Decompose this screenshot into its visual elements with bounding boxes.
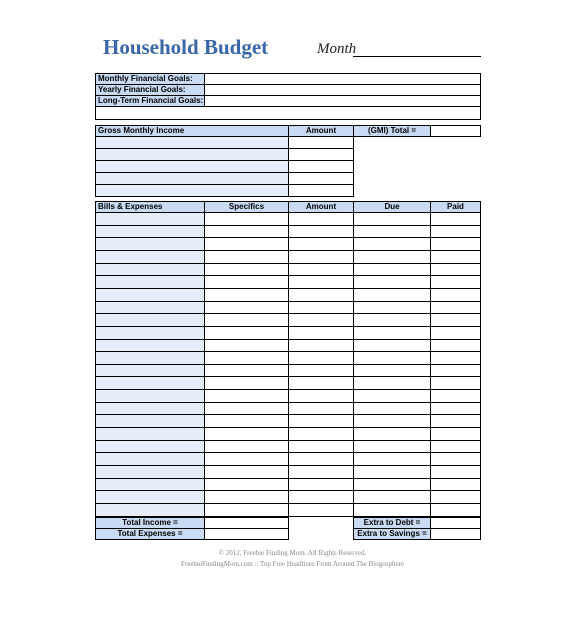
bill-name-cell[interactable] (95, 452, 205, 466)
goals-notes-field[interactable] (95, 106, 481, 120)
amount-cell[interactable] (288, 237, 354, 251)
longterm-goals-label: Long-Term Financial Goals: (95, 95, 205, 107)
specifics-cell[interactable] (204, 275, 289, 289)
paid-cell[interactable] (430, 452, 481, 466)
paid-cell[interactable] (430, 465, 481, 479)
due-cell[interactable] (353, 212, 431, 226)
bill-name-cell[interactable] (95, 275, 205, 289)
amount-cell[interactable] (288, 275, 354, 289)
paid-cell[interactable] (430, 427, 481, 441)
bill-name-cell[interactable] (95, 376, 205, 390)
amount-cell[interactable] (288, 212, 354, 226)
bill-name-cell[interactable] (95, 414, 205, 428)
specifics-cell[interactable] (204, 326, 289, 340)
total-expenses-field[interactable] (204, 528, 289, 540)
specifics-cell[interactable] (204, 212, 289, 226)
extra-debt-label: Extra to Debt = (353, 517, 431, 529)
bill-name-cell[interactable] (95, 288, 205, 302)
specifics-cell[interactable] (204, 490, 289, 504)
specifics-cell[interactable] (204, 376, 289, 390)
bill-name-cell[interactable] (95, 427, 205, 441)
bill-name-cell[interactable] (95, 490, 205, 504)
due-cell[interactable] (353, 490, 431, 504)
paid-cell[interactable] (430, 376, 481, 390)
paid-cell[interactable] (430, 351, 481, 365)
due-cell[interactable] (353, 465, 431, 479)
gmi-total-label: (GMI) Total = (353, 125, 431, 137)
due-cell[interactable] (353, 389, 431, 403)
specifics-cell[interactable] (204, 465, 289, 479)
due-cell[interactable] (353, 275, 431, 289)
due-cell[interactable] (353, 237, 431, 251)
amount-cell[interactable] (288, 414, 354, 428)
extra-savings-label: Extra to Savings = (353, 528, 431, 540)
bill-name-cell[interactable] (95, 326, 205, 340)
due-cell[interactable] (353, 313, 431, 327)
bill-name-cell[interactable] (95, 313, 205, 327)
specifics-cell[interactable] (204, 503, 289, 517)
specifics-cell[interactable] (204, 427, 289, 441)
month-input-line[interactable] (353, 56, 481, 57)
extra-savings-field[interactable] (430, 528, 481, 540)
paid-header: Paid (430, 201, 481, 213)
footer-tagline: FreebieFindingMom.com :: Top Free Headlines From Around The Blogosphere (180, 560, 405, 568)
income-header: Gross Monthly Income (95, 125, 289, 137)
paid-cell[interactable] (430, 250, 481, 264)
specifics-cell[interactable] (204, 250, 289, 264)
due-cell[interactable] (353, 452, 431, 466)
due-cell[interactable] (353, 351, 431, 365)
specifics-cell[interactable] (204, 313, 289, 327)
amount-cell[interactable] (288, 250, 354, 264)
paid-cell[interactable] (430, 490, 481, 504)
due-cell[interactable] (353, 326, 431, 340)
due-cell[interactable] (353, 414, 431, 428)
bill-name-cell[interactable] (95, 351, 205, 365)
due-cell[interactable] (353, 427, 431, 441)
paid-cell[interactable] (430, 389, 481, 403)
paid-cell[interactable] (430, 275, 481, 289)
due-cell[interactable] (353, 250, 431, 264)
amount-cell[interactable] (288, 313, 354, 327)
yearly-goals-label: Yearly Financial Goals: (95, 84, 205, 96)
paid-cell[interactable] (430, 313, 481, 327)
bill-name-cell[interactable] (95, 237, 205, 251)
income-amount-cell[interactable] (288, 184, 354, 197)
amount-cell[interactable] (288, 376, 354, 390)
specifics-cell[interactable] (204, 389, 289, 403)
amount-cell[interactable] (288, 288, 354, 302)
due-header: Due (353, 201, 431, 213)
gmi-total-field[interactable] (430, 125, 481, 137)
income-source-cell[interactable] (95, 184, 289, 197)
paid-cell[interactable] (430, 414, 481, 428)
specifics-cell[interactable] (204, 414, 289, 428)
month-label: Month (317, 41, 357, 57)
amount-header: Amount (288, 201, 354, 213)
amount-cell[interactable] (288, 490, 354, 504)
bill-name-cell[interactable] (95, 503, 205, 517)
bill-name-cell[interactable] (95, 465, 205, 479)
amount-cell[interactable] (288, 427, 354, 441)
bill-name-cell[interactable] (95, 250, 205, 264)
amount-cell[interactable] (288, 351, 354, 365)
due-cell[interactable] (353, 503, 431, 517)
due-cell[interactable] (353, 376, 431, 390)
paid-cell[interactable] (430, 503, 481, 517)
specifics-header: Specifics (204, 201, 289, 213)
specifics-cell[interactable] (204, 237, 289, 251)
paid-cell[interactable] (430, 326, 481, 340)
income-amount-header: Amount (288, 125, 354, 137)
specifics-cell[interactable] (204, 452, 289, 466)
specifics-cell[interactable] (204, 288, 289, 302)
bill-name-cell[interactable] (95, 212, 205, 226)
paid-cell[interactable] (430, 237, 481, 251)
paid-cell[interactable] (430, 212, 481, 226)
amount-cell[interactable] (288, 452, 354, 466)
monthly-goals-label: Monthly Financial Goals: (95, 73, 205, 85)
amount-cell[interactable] (288, 389, 354, 403)
due-cell[interactable] (353, 288, 431, 302)
bills-header: Bills & Expenses (95, 201, 205, 213)
amount-cell[interactable] (288, 503, 354, 517)
amount-cell[interactable] (288, 326, 354, 340)
bill-name-cell[interactable] (95, 389, 205, 403)
page-title: Household Budget (103, 35, 269, 59)
paid-cell[interactable] (430, 288, 481, 302)
copyright-text: © 2012, Freebie Finding Mom. All Rights Reserved. (218, 549, 367, 557)
total-income-label: Total Income = (95, 517, 205, 529)
specifics-cell[interactable] (204, 351, 289, 365)
amount-cell[interactable] (288, 465, 354, 479)
total-expenses-label: Total Expenses = (95, 528, 205, 540)
